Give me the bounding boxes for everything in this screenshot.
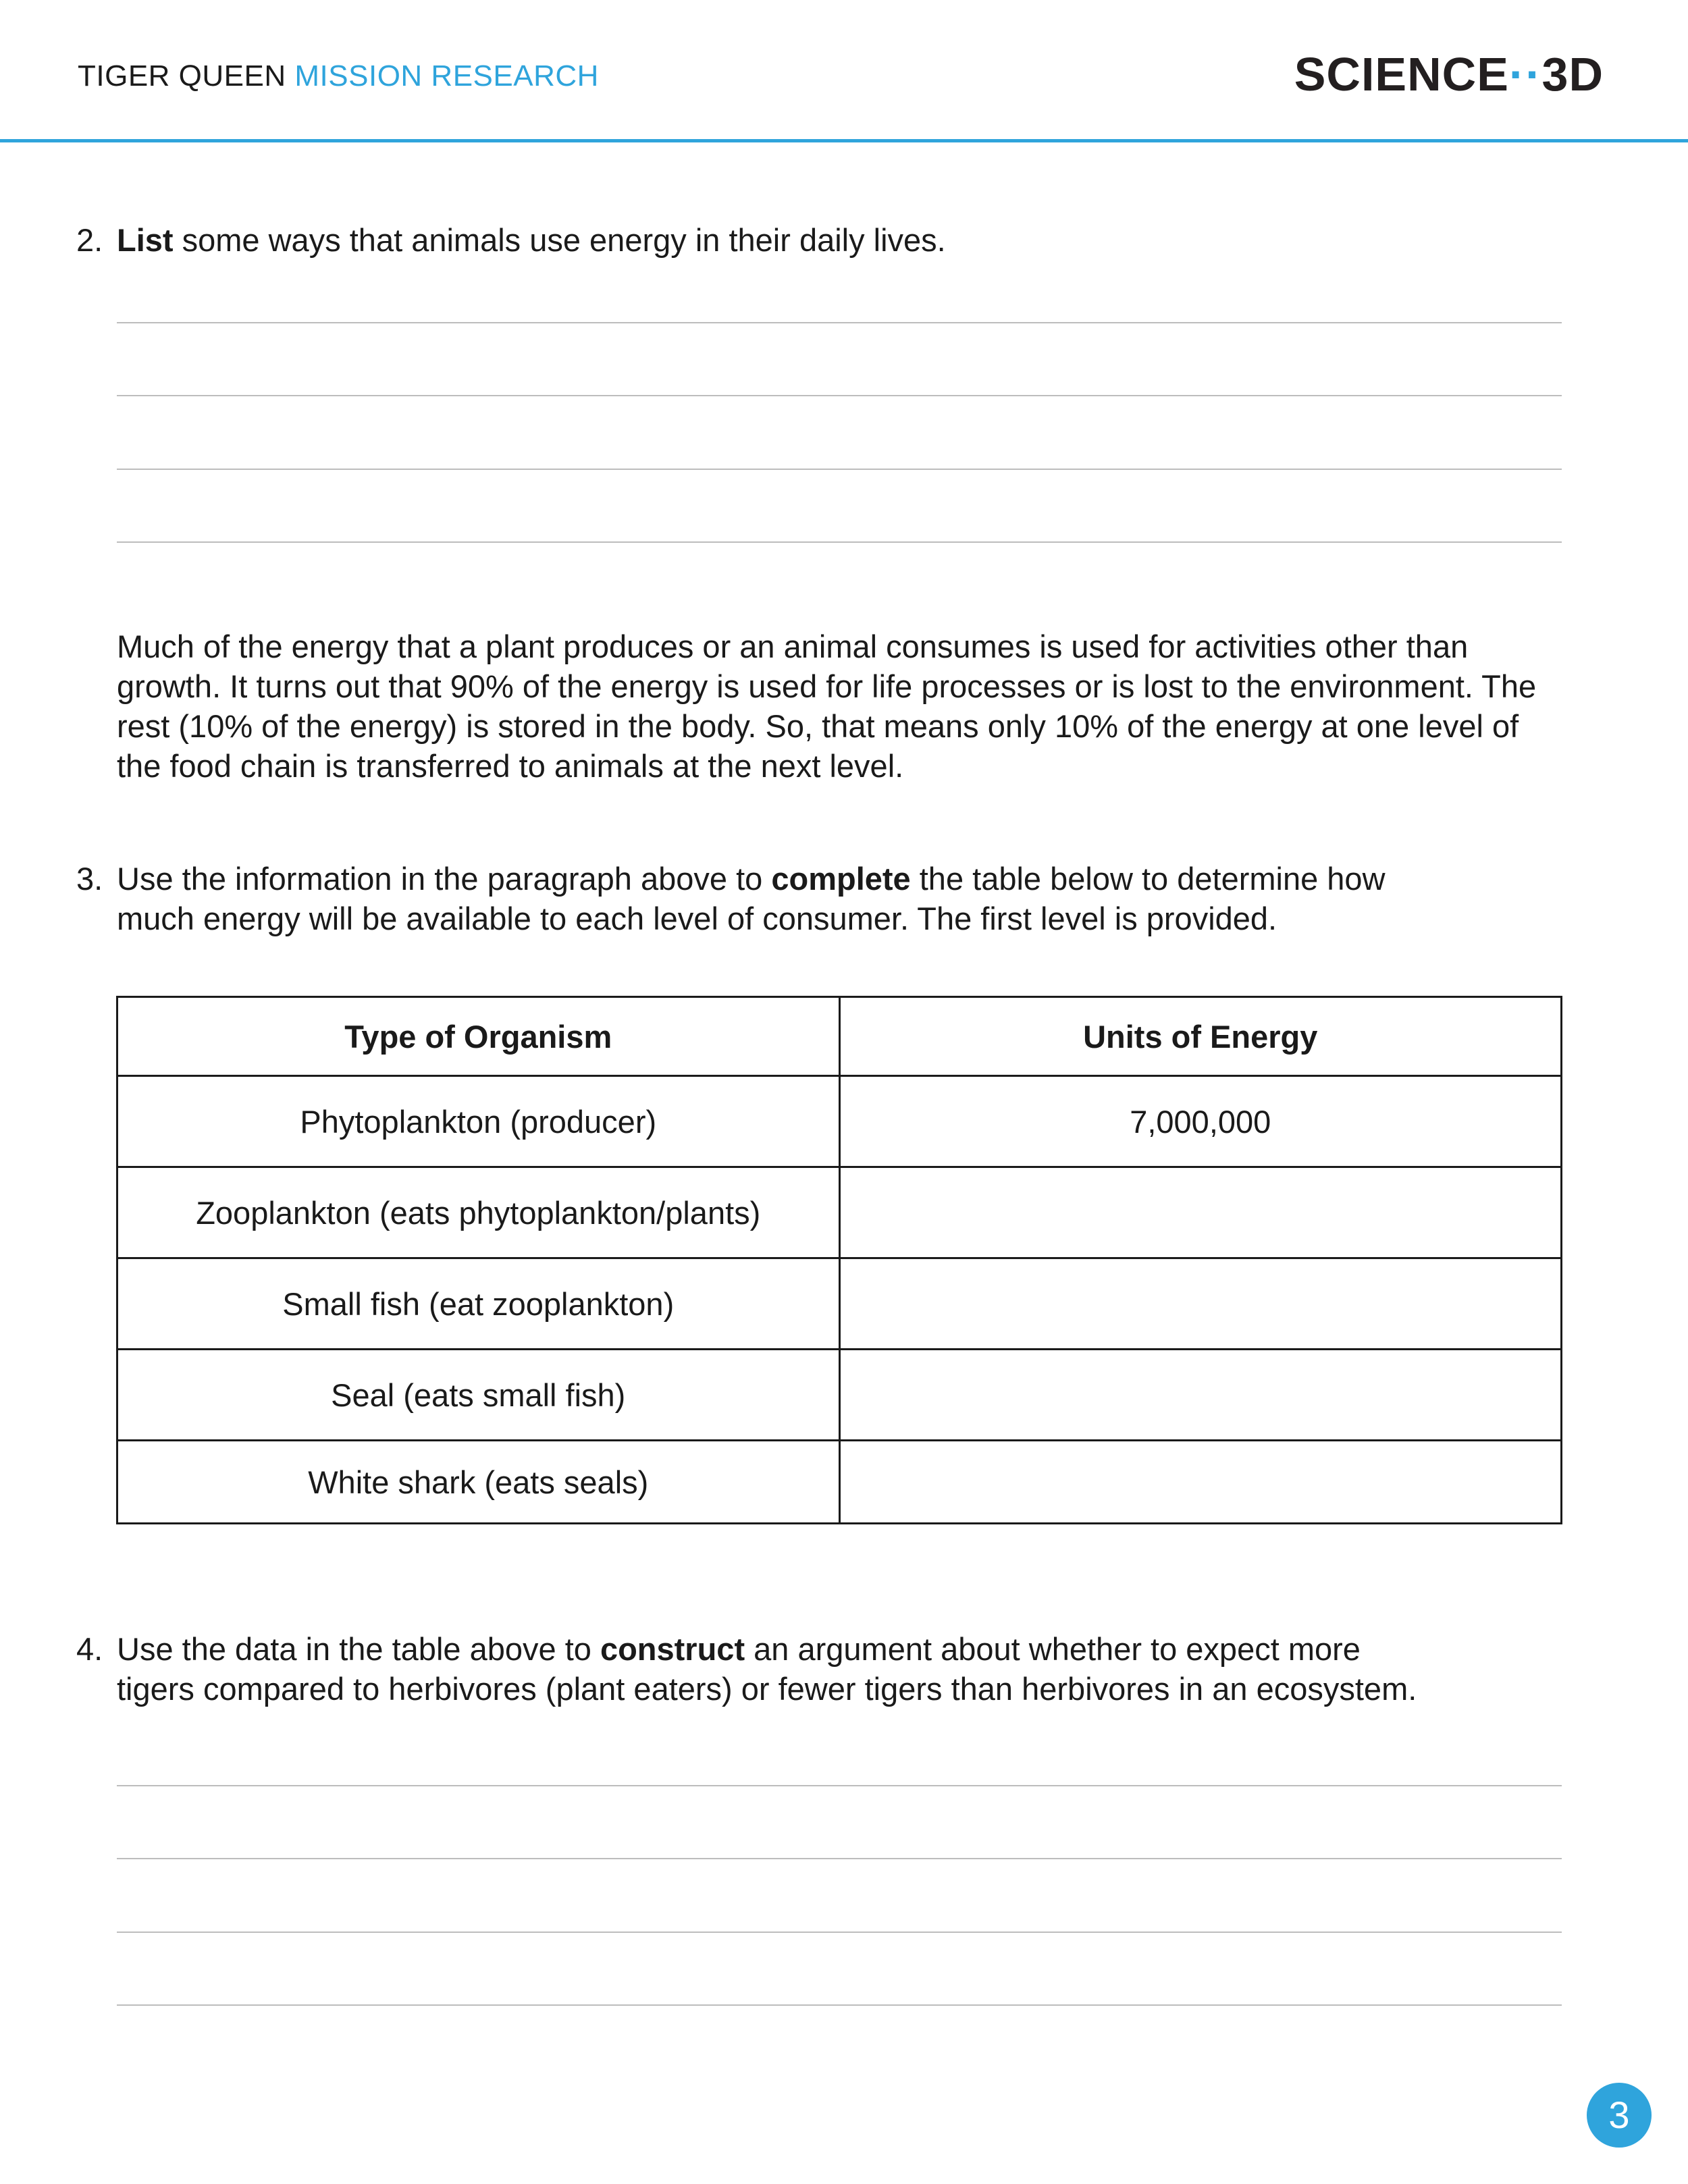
answer-line[interactable] xyxy=(117,1932,1562,1933)
header-title-primary: TIGER QUEEN xyxy=(78,59,286,92)
energy-table xyxy=(116,996,1562,1524)
question-4-text-before: Use the data in the table above to xyxy=(117,1631,600,1667)
answer-line[interactable] xyxy=(117,1858,1562,1859)
header-title-accent: MISSION RESEARCH xyxy=(294,59,599,92)
header-title xyxy=(78,59,599,93)
organism-cell: White shark (eats seals) xyxy=(117,1441,840,1524)
table-row xyxy=(117,1441,1562,1524)
answer-line[interactable] xyxy=(117,322,1562,323)
table-row xyxy=(117,1076,1562,1167)
logo-text-science: SCIENCE xyxy=(1294,48,1509,101)
answer-line[interactable] xyxy=(117,469,1562,470)
question-2-verb: List xyxy=(117,222,174,258)
question-4-text-after: an argument about whether to expect more xyxy=(745,1631,1361,1667)
question-3 xyxy=(76,859,1386,938)
question-2 xyxy=(76,220,946,260)
question-3-number: 3. xyxy=(76,861,103,897)
table-row xyxy=(117,1167,1562,1258)
answer-line[interactable] xyxy=(117,2004,1562,2006)
question-3-verb: complete xyxy=(771,861,911,897)
energy-input-cell[interactable] xyxy=(839,1350,1562,1441)
question-4-line-2: tigers compared to herbivores (plant eaters) or fewer tigers than herbivores in an ecosystem. xyxy=(117,1671,1417,1707)
header-divider xyxy=(0,139,1688,142)
page-number-badge: 3 xyxy=(1587,2083,1652,2148)
answer-line[interactable] xyxy=(117,541,1562,543)
question-4-number: 4. xyxy=(76,1631,103,1667)
energy-input-cell[interactable] xyxy=(839,1441,1562,1524)
energy-input-cell[interactable] xyxy=(839,1167,1562,1258)
logo-dots-icon: ·· xyxy=(1508,48,1542,101)
organism-cell: Seal (eats small fish) xyxy=(117,1350,840,1441)
table-header-row xyxy=(117,997,1562,1076)
answer-line[interactable] xyxy=(117,1785,1562,1786)
question-2-text: some ways that animals use energy in their daily lives. xyxy=(173,222,946,258)
question-3-line-2: much energy will be available to each level of consumer. The first level is provided. xyxy=(117,901,1277,936)
answer-line[interactable] xyxy=(117,395,1562,396)
column-header-energy: Units of Energy xyxy=(839,997,1562,1076)
organism-cell: Small fish (eat zooplankton) xyxy=(117,1258,840,1350)
question-4 xyxy=(76,1629,1417,1709)
logo-text-3d: 3D xyxy=(1541,48,1604,101)
table-row xyxy=(117,1258,1562,1350)
organism-cell: Zooplankton (eats phytoplankton/plants) xyxy=(117,1167,840,1258)
energy-cell: 7,000,000 xyxy=(839,1076,1562,1167)
column-header-organism: Type of Organism xyxy=(117,997,840,1076)
table-row xyxy=(117,1350,1562,1441)
question-3-text-after: the table below to determine how xyxy=(910,861,1386,897)
question-2-number: 2. xyxy=(76,222,103,258)
question-4-verb: construct xyxy=(600,1631,745,1667)
organism-cell: Phytoplankton (producer) xyxy=(117,1076,840,1167)
energy-paragraph: Much of the energy that a plant produces or an animal consumes is used for activities other than growth. It turns out that 90% of the energy is used for life processes or is lost to the environment. The rest (10% of the energy) is stored in the body. So, that means only 10% of the energy at one level of the food chain is transferred to animals at the next level. xyxy=(117,629,1537,784)
question-3-text-before: Use the information in the paragraph above to xyxy=(117,861,772,897)
energy-input-cell[interactable] xyxy=(839,1258,1562,1350)
science3d-logo xyxy=(1294,47,1604,101)
